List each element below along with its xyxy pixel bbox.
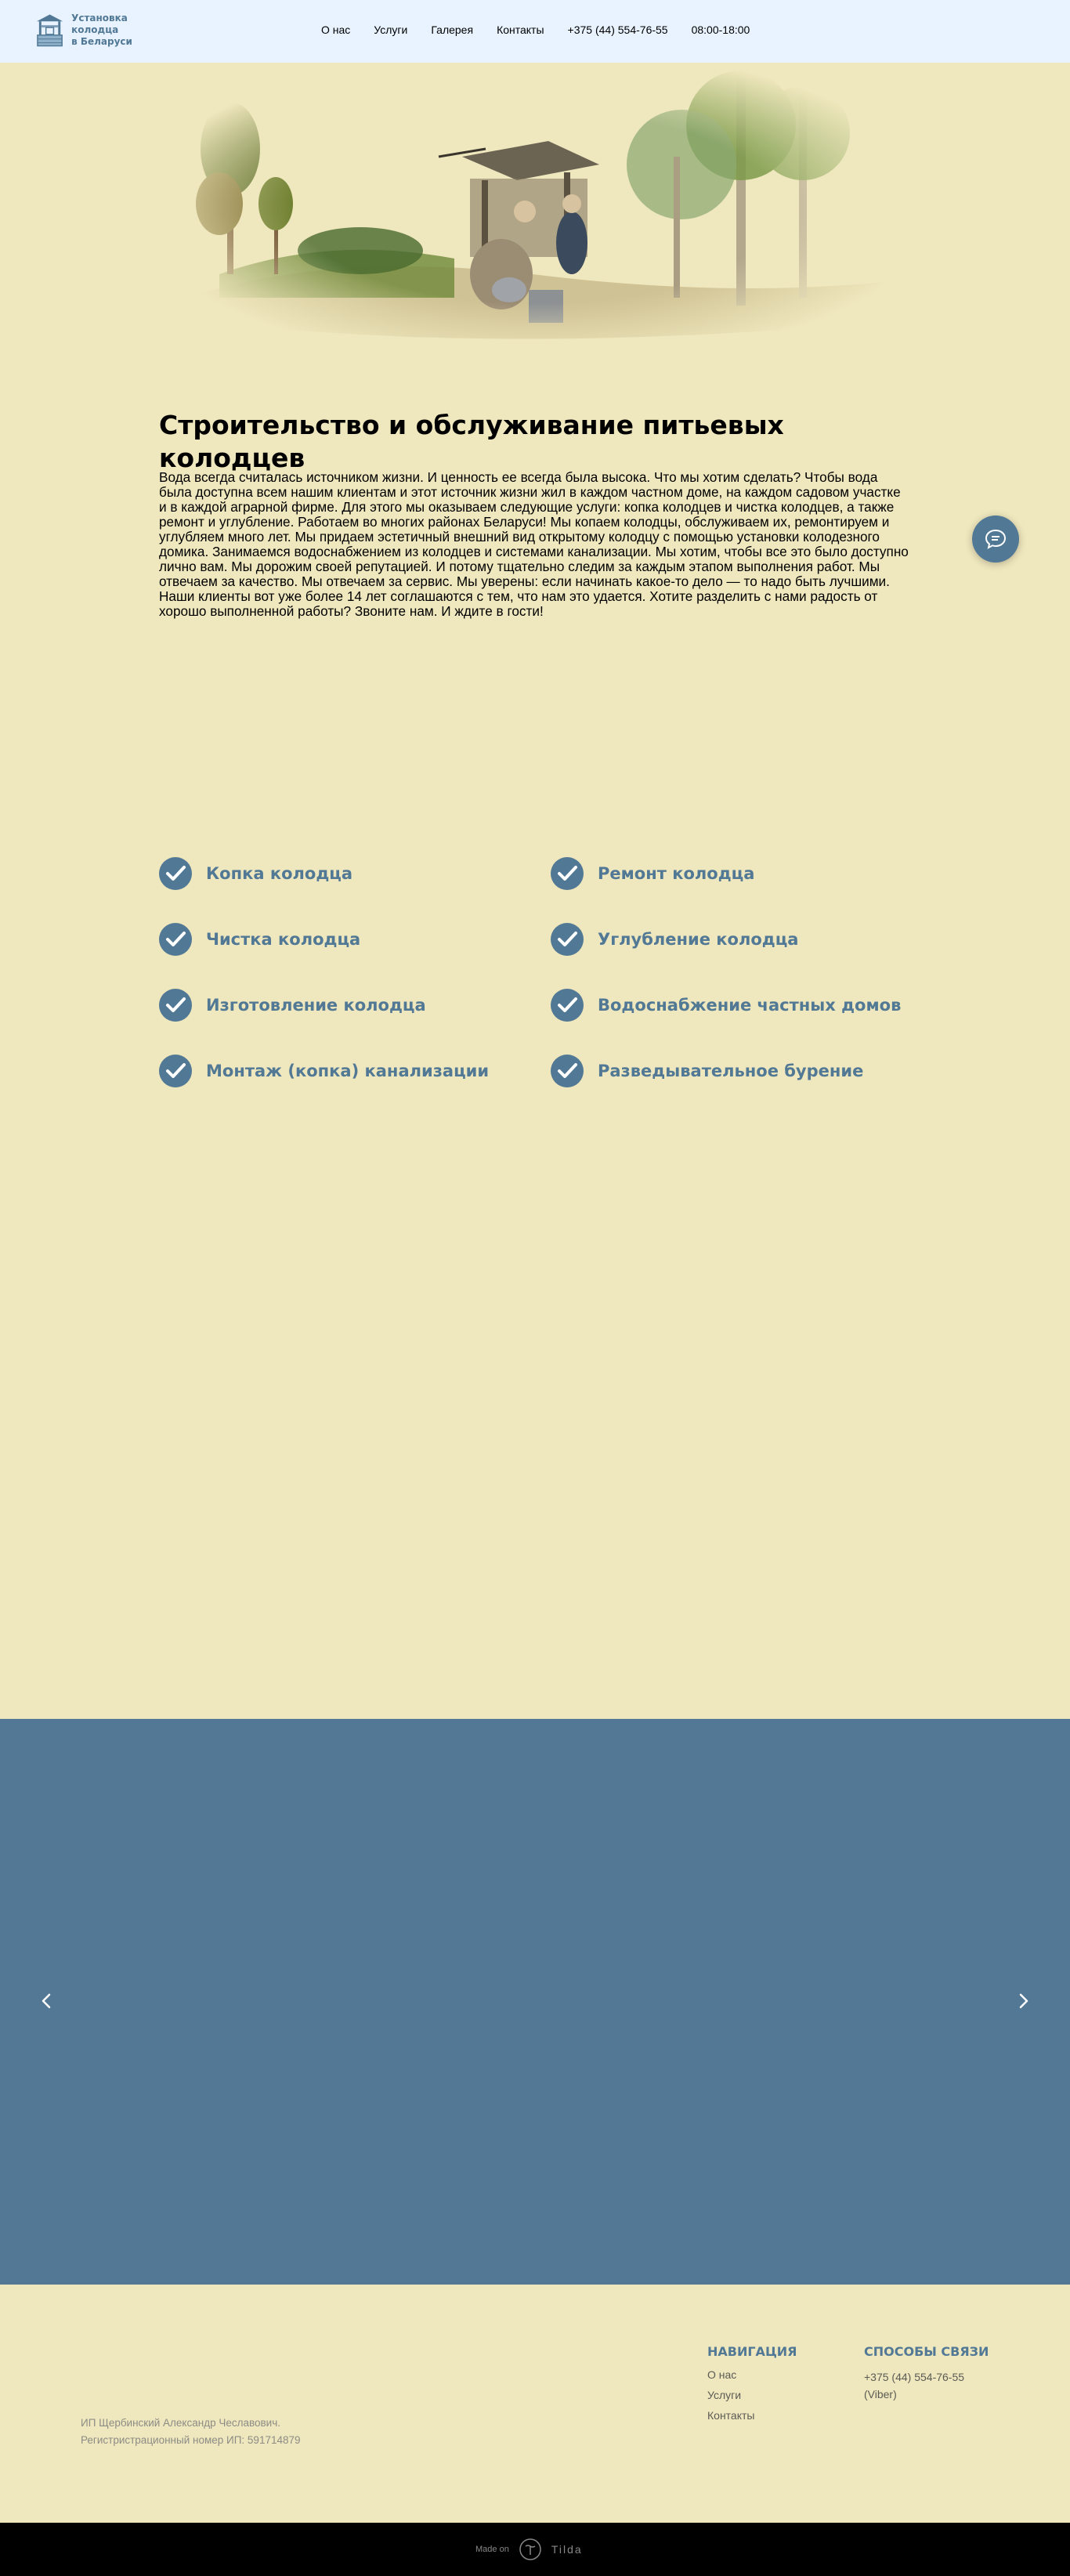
service-label: Изготовление колодца	[206, 996, 426, 1015]
service-label: Ремонт колодца	[598, 864, 755, 883]
service-item	[551, 1055, 863, 1087]
footer-link-services[interactable]: Услуги	[707, 2389, 742, 2401]
service-label: Чистка колодца	[206, 930, 361, 949]
footer-phone[interactable]: +375 (44) 554-76-55	[864, 2371, 965, 2383]
company-info	[81, 2415, 301, 2449]
check-icon	[551, 1055, 584, 1087]
chat-button[interactable]	[972, 516, 1019, 563]
footer-navigation	[707, 2344, 797, 2429]
logo-text	[71, 13, 175, 48]
main-nav	[321, 24, 750, 36]
chevron-right-icon[interactable]	[1012, 1985, 1036, 2017]
made-on-label: Made on	[475, 2545, 509, 2554]
check-icon	[159, 989, 192, 1022]
page-title: Строительство и обслуживание питьевых колодцев	[159, 410, 784, 473]
service-item	[551, 989, 901, 1022]
check-icon	[551, 989, 584, 1022]
service-item	[159, 1055, 489, 1087]
hero-illustration	[172, 63, 901, 353]
check-icon	[551, 857, 584, 890]
nav-link-contacts[interactable]: Контакты	[497, 24, 544, 36]
registration-number: Регистристрационный номер ИП: 591714879	[81, 2434, 301, 2446]
nav-link-gallery[interactable]: Галерея	[431, 24, 474, 36]
check-icon	[159, 1055, 192, 1087]
chat-icon	[984, 527, 1007, 551]
footer-phone-note: (Viber)	[864, 2388, 897, 2401]
logo[interactable]	[34, 11, 175, 49]
service-label: Разведывательное бурение	[598, 1062, 864, 1080]
check-icon	[551, 923, 584, 956]
service-label: Углубление колодца	[598, 930, 799, 949]
made-on-bar	[0, 2523, 1070, 2576]
tilda-logo-icon	[519, 2538, 542, 2561]
intro-paragraph: Вода всегда считалась источником жизни. И ценность ее всегда была высока. Что мы хотим сделать? Чтобы вода была доступна всем нашим клиентам и этот источник жизни жил в каждом частном доме, на каждом садовом участке и в каждой аграрной фирме. Для этого мы оказываем следующие услуги: копка колодцев и чистка колодцев, а также ремонт и углубление. Работаем во многих районах Беларуси! Мы копаем колодцы, обслуживаем их, ремонтируем и углубляем много лет. Мы придаем эстетичный внешний вид открытому колодцу с помощью установки колодезного домика. Занимаемся водоснабжением из колодцев и системами канализации. Мы хотим, чтобы все это было доступно лично вам. Мы дорожим своей репутацией. И потому тщательно следим за каждым этапом выполнения работ. Мы отвечаем за качество. Мы отвечаем за сервис. Мы уверены: если начинать какое-то дело — то надо быть лучшими. Наши клиенты вот уже более 14 лет соглашаются с тем, что нам это удается. Хотите разделить с нами радость от хорошо выполненной работы? Звоните нам. И ждите в гости!	[159, 469, 909, 619]
made-on-tilda-link[interactable]	[475, 2538, 583, 2561]
service-item	[159, 857, 352, 890]
gallery-slider	[0, 1719, 1070, 2285]
footer-contacts	[864, 2344, 989, 2403]
check-icon	[159, 923, 192, 956]
well-logo-icon	[34, 12, 65, 48]
footer-link-contacts[interactable]: Контакты	[707, 2409, 755, 2422]
service-item	[159, 923, 360, 956]
nav-link-about[interactable]: О нас	[321, 24, 351, 36]
footer-nav-title: НАВИГАЦИЯ	[707, 2344, 797, 2359]
logo-line-2: в Беларуси	[71, 35, 132, 47]
service-item	[159, 989, 426, 1022]
logo-line-1: Установка колодца	[71, 12, 128, 35]
service-label: Водоснабжение частных домов	[598, 996, 902, 1015]
service-item	[551, 923, 798, 956]
service-item	[551, 857, 754, 890]
nav-phone-link[interactable]: +375 (44) 554-76-55	[567, 24, 668, 36]
site-header	[0, 0, 1070, 63]
footer-contacts-title: СПОСОБЫ СВЯЗИ	[864, 2344, 989, 2359]
service-label: Копка колодца	[206, 864, 353, 883]
tilda-brand: Tilda	[551, 2543, 583, 2556]
nav-link-services[interactable]: Услуги	[374, 24, 408, 36]
nav-working-hours: 08:00-18:00	[691, 24, 750, 36]
footer-link-about[interactable]: О нас	[707, 2368, 737, 2381]
company-name: ИП Щербинский Александр Чеславович.	[81, 2417, 281, 2429]
service-label: Монтаж (копка) канализации	[206, 1062, 490, 1080]
check-icon	[159, 857, 192, 890]
chevron-left-icon[interactable]	[34, 1985, 58, 2017]
